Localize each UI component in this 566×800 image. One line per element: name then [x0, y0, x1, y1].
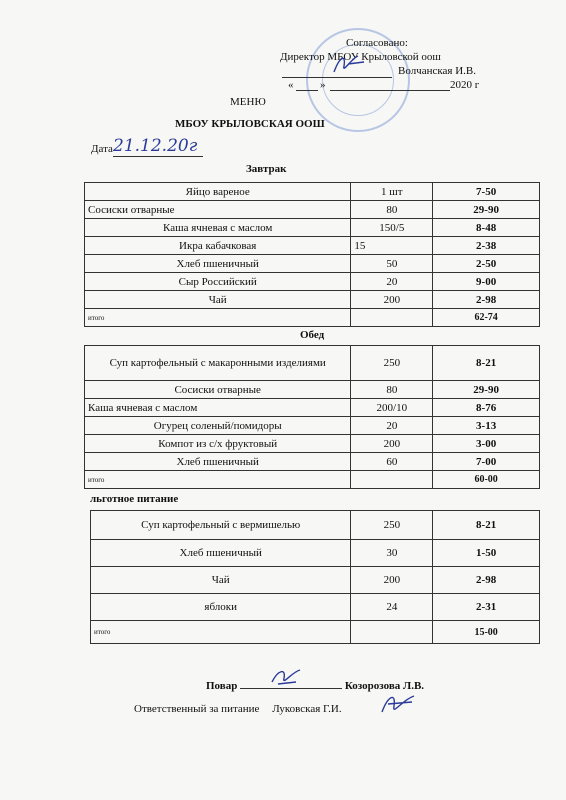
cook-label: Повар	[206, 680, 238, 692]
benefit-table	[90, 510, 540, 644]
date-label: Дата	[91, 143, 113, 155]
table-row: яблоки 24 2-31	[91, 594, 540, 621]
table-row: Сосиски отварные 80 29-90	[85, 381, 540, 399]
menu-title: МЕНЮ	[230, 96, 266, 108]
school-name: МБОУ КРЫЛОВСКАЯ ООШ	[175, 118, 325, 130]
table-row: Каша ячневая с маслом 200/10 8-76	[85, 399, 540, 417]
lunch-table	[84, 345, 540, 489]
director-signature	[330, 52, 366, 78]
cook-signature	[266, 664, 306, 690]
table-row: Яйцо вареное 1 шт 7-50	[85, 183, 540, 201]
table-row: Компот из с/х фруктовый 200 3-00	[85, 435, 540, 453]
table-row: Огурец соленый/помидоры 20 3-13	[85, 417, 540, 435]
table-row: Чай 200 2-98	[91, 567, 540, 594]
cook-name: Козорозова Л.В.	[344, 680, 425, 692]
total-row: итого 60-00	[85, 471, 540, 489]
approval-year: 2020 г	[450, 79, 480, 91]
table-row: Хлеб пшеничный 30 1-50	[91, 540, 540, 567]
table-row: Чай 200 2-98	[85, 291, 540, 309]
table-row: Каша ячневая с маслом 150/5 8-48	[85, 219, 540, 237]
responsible-label: Ответственный за питание	[134, 703, 260, 715]
table-row: Сосиски отварные 80 29-90	[85, 201, 540, 219]
director-name: Волчанская И.В.	[398, 65, 477, 77]
approval-position: Директор МБОУ Крыловской оош	[280, 51, 441, 63]
responsible-name: Луковская Г.И.	[272, 703, 342, 715]
approval-heading: Согласовано:	[346, 37, 408, 49]
breakfast-title: Завтрак	[246, 163, 287, 175]
table-row: Икра кабачковая 15 2-38	[85, 237, 540, 255]
table-row: Сыр Российский 20 9-00	[85, 273, 540, 291]
lunch-title: Обед	[300, 329, 325, 341]
total-row: итого 15-00	[91, 621, 540, 644]
table-row: Суп картофельный с вермишелью 250 8-21	[91, 511, 540, 540]
benefit-title: льготное питание	[90, 493, 179, 505]
responsible-line	[134, 703, 342, 715]
table-row: Суп картофельный с макаронными изделиями 250 8-21	[85, 346, 540, 381]
breakfast-table	[84, 182, 540, 327]
responsible-signature	[378, 690, 418, 720]
table-row: Хлеб пшеничный 60 7-00	[85, 453, 540, 471]
approval-date-line: « » 2020 г	[288, 79, 480, 91]
table-row: Хлеб пшеничный 50 2-50	[85, 255, 540, 273]
date-value: 21.12.20г	[113, 136, 203, 157]
total-row: итого 62-74	[85, 309, 540, 327]
